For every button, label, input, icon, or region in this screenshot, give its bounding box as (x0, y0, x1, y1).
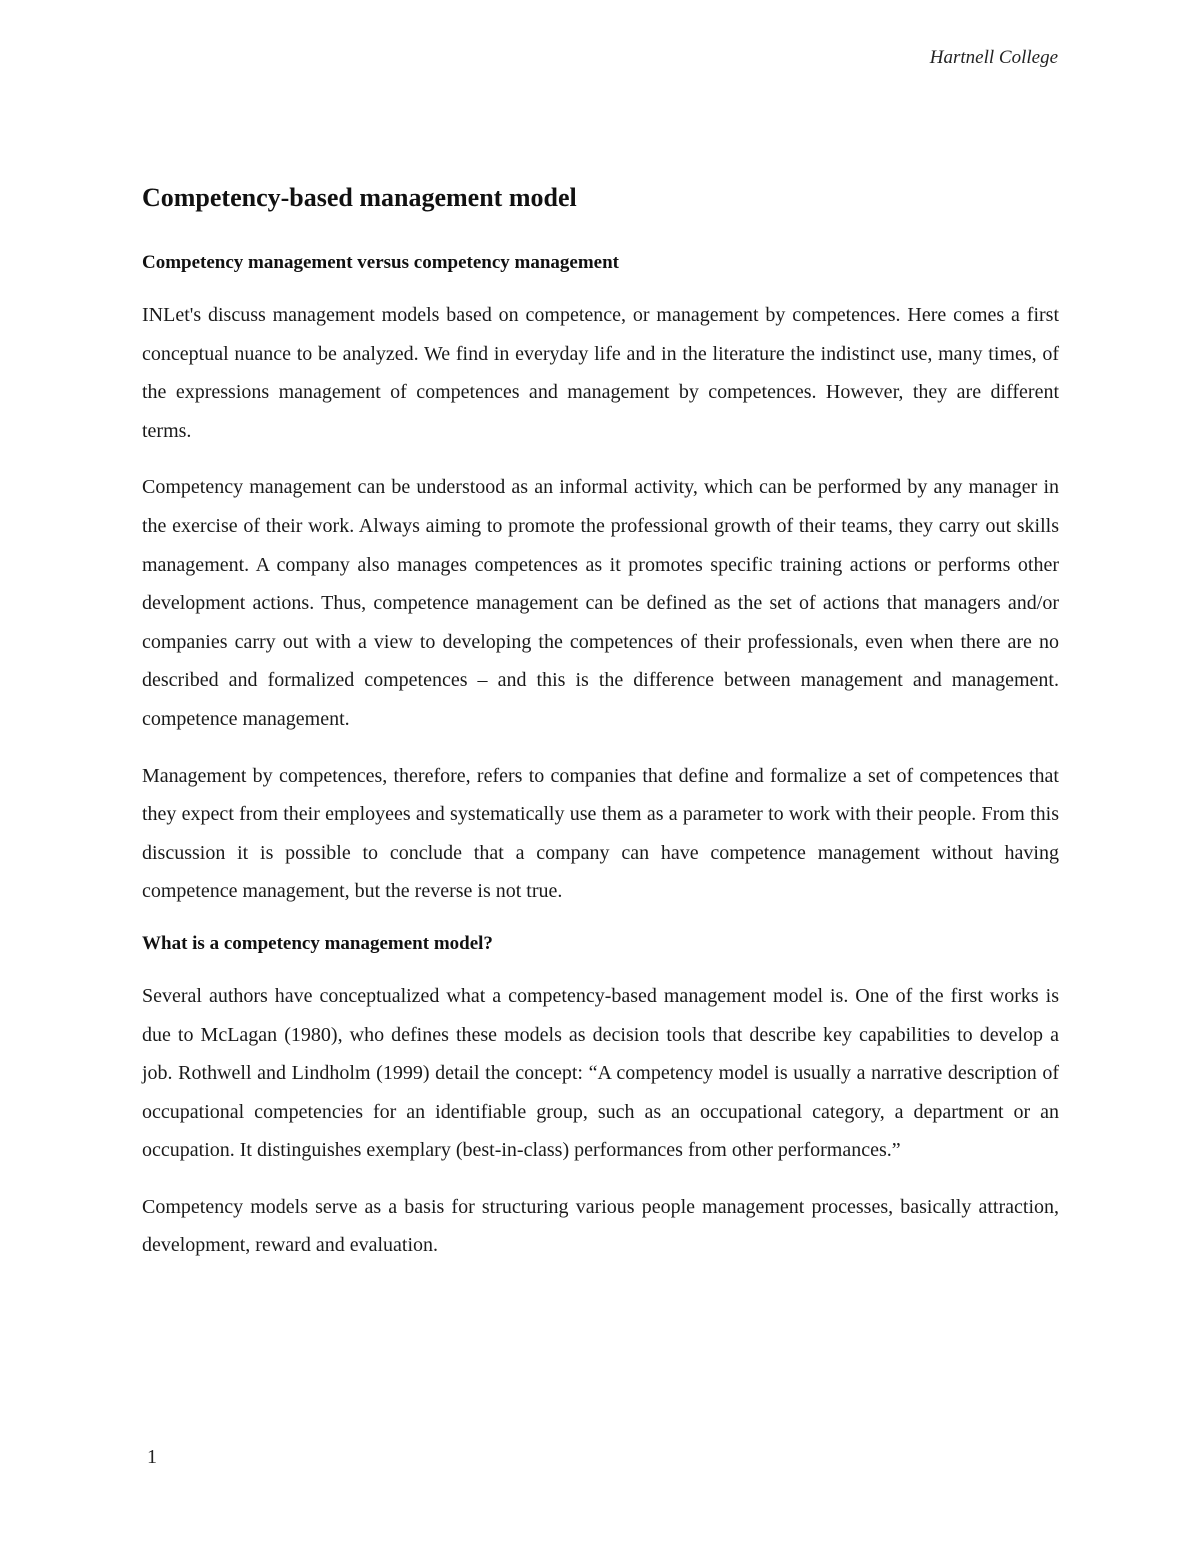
paragraph: Management by competences, therefore, refers to companies that define and formalize a set of competences that they expect from their employees and systematically use them as a parameter to work with their people. From this discussion it is possible to conclude that a company can have competence management without having competence management, but the reverse is not true. (142, 764, 1059, 903)
running-header: Hartnell College (929, 47, 1058, 68)
section-heading: Competency management versus competency management (142, 252, 620, 273)
paragraph: Several authors have conceptualized what a competency-based management model is. One of the first works is due to McLagan (1980), who defines these models as decision tools that describe key capabilities to develop a job. Rothwell and Lindholm (1999) detail the concept: “A competency model is usually a narrative description of occupational competencies for an identifiable group, such as an occupational category, a department or an occupation. It distinguishes exemplary (best-in-class) performances from other performances.” (142, 984, 1059, 1162)
page-number: 1 (147, 1446, 157, 1468)
paragraph: Competency management can be understood as an informal activity, which can be performed by any manager in the exercise of their work. Always aiming to promote the professional growth of their teams, they carry out skills management. A company also manages competences as it promotes specific training actions or performs other development actions. Thus, competence management can be defined as the set of actions that managers and/or companies carry out with a view to developing the competences of their professionals, even when there are no described and formalized competences – and this is the difference between management and management. competence management. (142, 476, 1059, 730)
document-title: Competency-based management model (142, 183, 577, 212)
page-content (142, 178, 1059, 1283)
section-heading: What is a competency management model? (142, 932, 493, 954)
paragraph: INLet's discuss management models based on competence, or management by competences. Here comes a first conceptual nuance to be analyzed. We find in everyday life and in the literature the indistinct use, many times, of the expressions management of competences and management by competences. However, they are different terms. (142, 304, 1059, 442)
paragraph: Competency models serve as a basis for structuring various people management processes, basically attraction, development, reward and evaluation. (142, 1195, 1059, 1257)
